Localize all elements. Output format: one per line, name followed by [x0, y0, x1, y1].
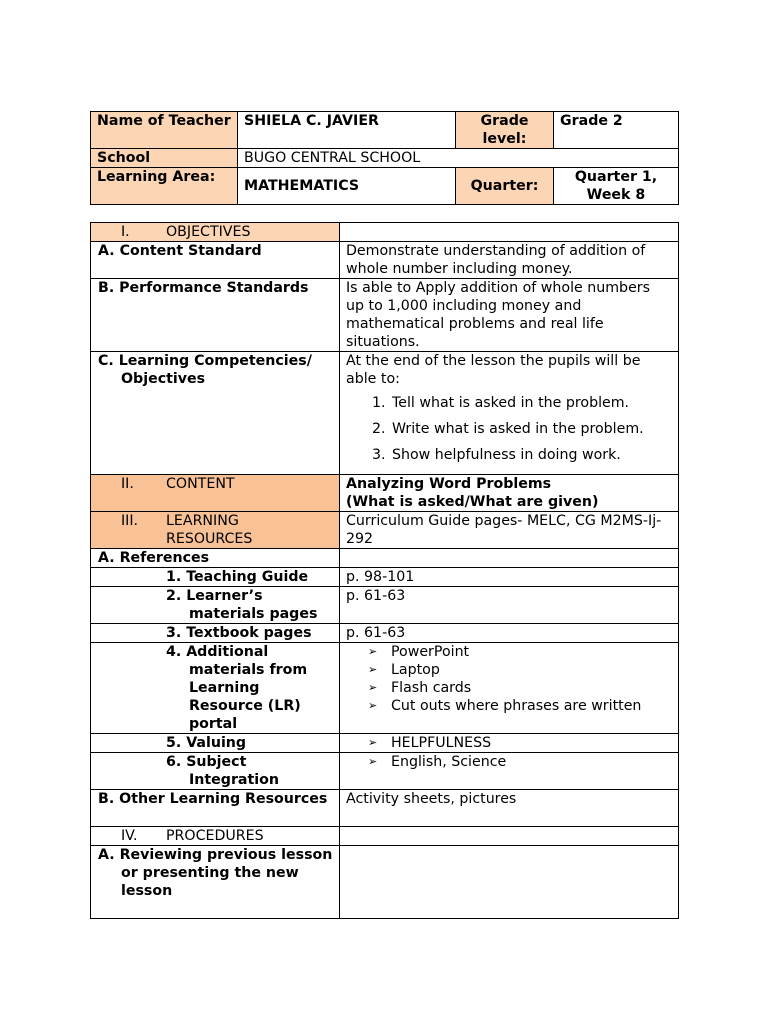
section-title: CONTENT	[166, 476, 235, 492]
list-item: ➢ Cut outs where phrases are written	[368, 698, 642, 714]
competencies-list	[346, 394, 672, 464]
grade-label: Grade level:	[456, 112, 554, 149]
competencies-intro: At the end of the lesson the pupils will be able to:	[346, 353, 641, 387]
textbook-value: p. 61-63	[340, 624, 679, 643]
teacher-label: Name of Teacher	[91, 112, 238, 149]
arrowhead-bullet-icon: ➢	[368, 699, 378, 712]
table-row	[91, 587, 679, 624]
arrowhead-bullet-icon: ➢	[368, 736, 378, 749]
teaching-guide-label: 1. Teaching Guide	[91, 568, 340, 587]
performance-standards-label: B. Performance Standards	[91, 279, 340, 352]
valuing-list	[346, 734, 672, 752]
other-resources-value: Activity sheets, pictures	[340, 790, 679, 827]
section-title: PROCEDURES	[166, 828, 264, 844]
teacher-info-table	[90, 111, 679, 205]
learning-area-label: Learning Area:	[91, 168, 238, 205]
content-standard-label: A. Content Standard	[91, 242, 340, 279]
table-row	[91, 753, 679, 790]
list-item: 3. Show helpfulness in doing work.	[390, 446, 672, 464]
content-standard-value: Demonstrate understanding of addition of whole number including money.	[340, 242, 679, 279]
table-row	[91, 643, 679, 734]
section-number: IV.	[121, 828, 138, 844]
list-item: 2. Write what is asked in the problem.	[390, 420, 672, 438]
list-item: ➢ HELPFULNESS	[368, 735, 492, 751]
reviewing-label: A. Reviewing previous lesson or presenting the new lesson	[91, 846, 340, 919]
list-item: ➢ English, Science	[368, 754, 507, 770]
arrowhead-bullet-icon: ➢	[368, 681, 378, 694]
quarter-label: Quarter:	[456, 168, 554, 205]
table-row	[91, 242, 679, 279]
section-title: OBJECTIVES	[166, 224, 251, 240]
learners-materials-label: 2. Learner’s materials pages	[91, 587, 340, 624]
arrowhead-bullet-icon: ➢	[368, 755, 378, 768]
school-value: BUGO CENTRAL SCHOOL	[238, 149, 679, 168]
arrowhead-bullet-icon: ➢	[368, 663, 378, 676]
content-row	[91, 475, 679, 512]
performance-standards-value: Is able to Apply addition of whole numbers up to 1,000 including money and mathematical problems and real life situations.	[340, 279, 679, 352]
additional-materials-label: 4. Additional materials from Learning Resource (LR) portal	[91, 643, 340, 734]
other-resources-label: B. Other Learning Resources	[91, 790, 340, 827]
procedures-row	[91, 827, 679, 846]
table-row	[91, 279, 679, 352]
subject-integration-label: 6. Subject Integration	[91, 753, 340, 790]
list-item: 1. Tell what is asked in the problem.	[390, 394, 672, 412]
table-row	[91, 352, 679, 475]
section-title: LEARNING RESOURCES	[166, 513, 253, 547]
table-row	[91, 790, 679, 827]
section-number: III.	[121, 513, 139, 529]
grade-value: Grade 2	[554, 112, 679, 149]
competencies-label: C. Learning Competencies/ Objectives	[91, 352, 340, 475]
list-item: ➢ Flash cards	[368, 680, 472, 696]
content-value-line1: Analyzing Word Problems	[346, 476, 552, 492]
table-row	[91, 549, 679, 568]
table-row	[91, 734, 679, 753]
integration-list	[346, 753, 672, 771]
teacher-value: SHIELA C. JAVIER	[238, 112, 456, 149]
textbook-label: 3. Textbook pages	[91, 624, 340, 643]
objectives-row	[91, 223, 679, 242]
table-row	[91, 624, 679, 643]
school-label: School	[91, 149, 238, 168]
learners-materials-value: p. 61-63	[340, 587, 679, 624]
learning-area-value: MATHEMATICS	[238, 168, 456, 205]
teaching-guide-value: p. 98-101	[340, 568, 679, 587]
arrowhead-bullet-icon: ➢	[368, 645, 378, 658]
section-number: II.	[121, 476, 134, 492]
list-item: ➢ Laptop	[368, 662, 440, 678]
resources-value: Curriculum Guide pages- MELC, CG M2MS-Ij-292	[340, 512, 679, 549]
additional-materials-list	[346, 643, 672, 715]
list-item: ➢ PowerPoint	[368, 644, 470, 660]
table-row	[91, 568, 679, 587]
table-row	[91, 846, 679, 919]
quarter-value: Quarter 1, Week 8	[554, 168, 679, 205]
content-value-line2: (What is asked/What are given)	[346, 494, 599, 510]
section-number: I.	[121, 224, 130, 240]
learning-resources-row	[91, 512, 679, 549]
references-label: A. References	[91, 549, 340, 568]
lesson-plan-table	[90, 222, 679, 919]
valuing-label: 5. Valuing	[91, 734, 340, 753]
